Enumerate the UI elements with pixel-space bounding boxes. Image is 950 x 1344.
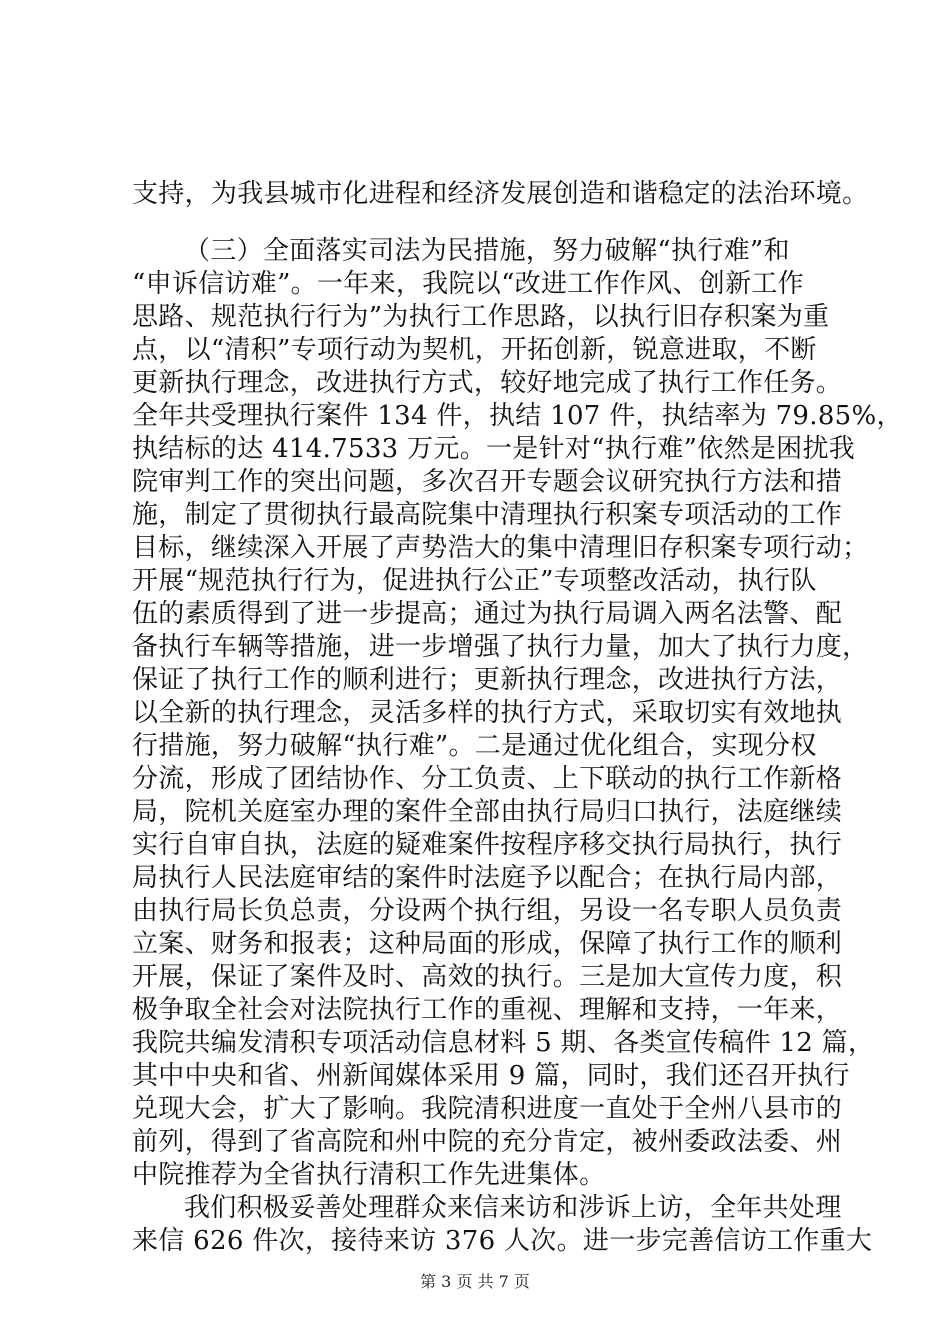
body-text-line: “申诉信访难”。一年来，我院以“改进工作作风、创新工作 xyxy=(132,269,804,299)
body-text-line: 保证了执行工作的顺利进行；更新执行理念，改进执行方法， xyxy=(132,665,843,695)
body-text-line: 前列，得到了省高院和州中院的充分肯定，被州委政法委、州 xyxy=(132,1127,843,1157)
body-text-line: 中院推荐为全省执行清积工作先进集体。 xyxy=(132,1160,606,1190)
body-text-line: 来信 626 件次，接待来访 376 人次。进一步完善信访工作重大 xyxy=(132,1226,873,1256)
page-number-footer: 第 3 页 共 7 页 xyxy=(420,1272,530,1291)
body-text-line: 以全新的执行理念，灵活多样的执行方式，采取切实有效地执 xyxy=(132,698,843,728)
body-text-line: 思路、规范执行行为”为执行工作思路，以执行旧存积案为重 xyxy=(132,302,830,332)
body-text-line: 局，院机关庭室办理的案件全部由执行局归口执行，法庭继续 xyxy=(132,797,843,827)
body-text-line: 全年共受理执行案件 134 件，执结 107 件，执结率为 79.85%， xyxy=(132,401,903,431)
body-text-line: 备执行车辆等措施，进一步增强了执行力量，加大了执行力度， xyxy=(132,632,869,662)
body-text-line: 执结标的达 414.7533 万元。一是针对“执行难”依然是困扰我 xyxy=(132,434,856,464)
body-text-line: 行措施，努力破解“执行难”。二是通过优化组合，实现分权 xyxy=(132,731,817,761)
body-text-line: 点，以“清积”专项行动为契机，开拓创新，锐意进取，不断 xyxy=(132,335,817,365)
paragraph-first-line: 我们积极妥善处理群众来信来访和涉诉上访，全年共处理 xyxy=(184,1193,842,1223)
body-text-line: 开展“规范执行行为，促进执行公正”专项整改活动，执行队 xyxy=(132,566,817,596)
body-text-line: 开展，保证了案件及时、高效的执行。三是加大宣传力度，积 xyxy=(132,962,843,992)
body-text-line: 立案、财务和报表；这种局面的形成，保障了执行工作的顺利 xyxy=(132,929,843,959)
body-text-line: 施，制定了贯彻执行最高院集中清理执行积案专项活动的工作 xyxy=(132,500,843,530)
body-text-line: 院审判工作的突出问题，多次召开专题会议研究执行方法和措 xyxy=(132,467,843,497)
body-text-line: 其中中央和省、州新闻媒体采用 9 篇，同时，我们还召开执行 xyxy=(132,1061,850,1091)
body-text-line: 我院共编发清积专项活动信息材料 5 期、各类宣传稿件 12 篇， xyxy=(132,1028,875,1058)
body-text-line: 极争取全社会对法院执行工作的重视、理解和支持，一年来， xyxy=(132,995,843,1025)
body-text-line: 目标，继续深入开展了声势浩大的集中清理旧存积案专项行动； xyxy=(132,533,869,563)
body-text-line: 伍的素质得到了进一步提高；通过为执行局调入两名法警、配 xyxy=(132,599,843,629)
body-text-line: 更新执行理念，改进执行方式，较好地完成了执行工作任务。 xyxy=(132,368,843,398)
body-text-line: 实行自审自执，法庭的疑难案件按程序移交执行局执行，执行 xyxy=(132,830,843,860)
body-text-line: 兑现大会，扩大了影响。我院清积进度一直处于全州八县市的 xyxy=(132,1094,843,1124)
body-text-line: 分流，形成了团结协作、分工负责、上下联动的执行工作新格 xyxy=(132,764,843,794)
body-text-line: 局执行人民法庭审结的案件时法庭予以配合；在执行局内部， xyxy=(132,863,843,893)
section-heading-line: （三）全面落实司法为民措施，努力破解“执行难”和 xyxy=(184,236,790,266)
body-text-line: 支持，为我县城市化进程和经济发展创造和谐稳定的法治环境。 xyxy=(132,179,869,209)
body-text-line: 由执行局长负总责，分设两个执行组，另设一名专职人员负责 xyxy=(132,896,843,926)
